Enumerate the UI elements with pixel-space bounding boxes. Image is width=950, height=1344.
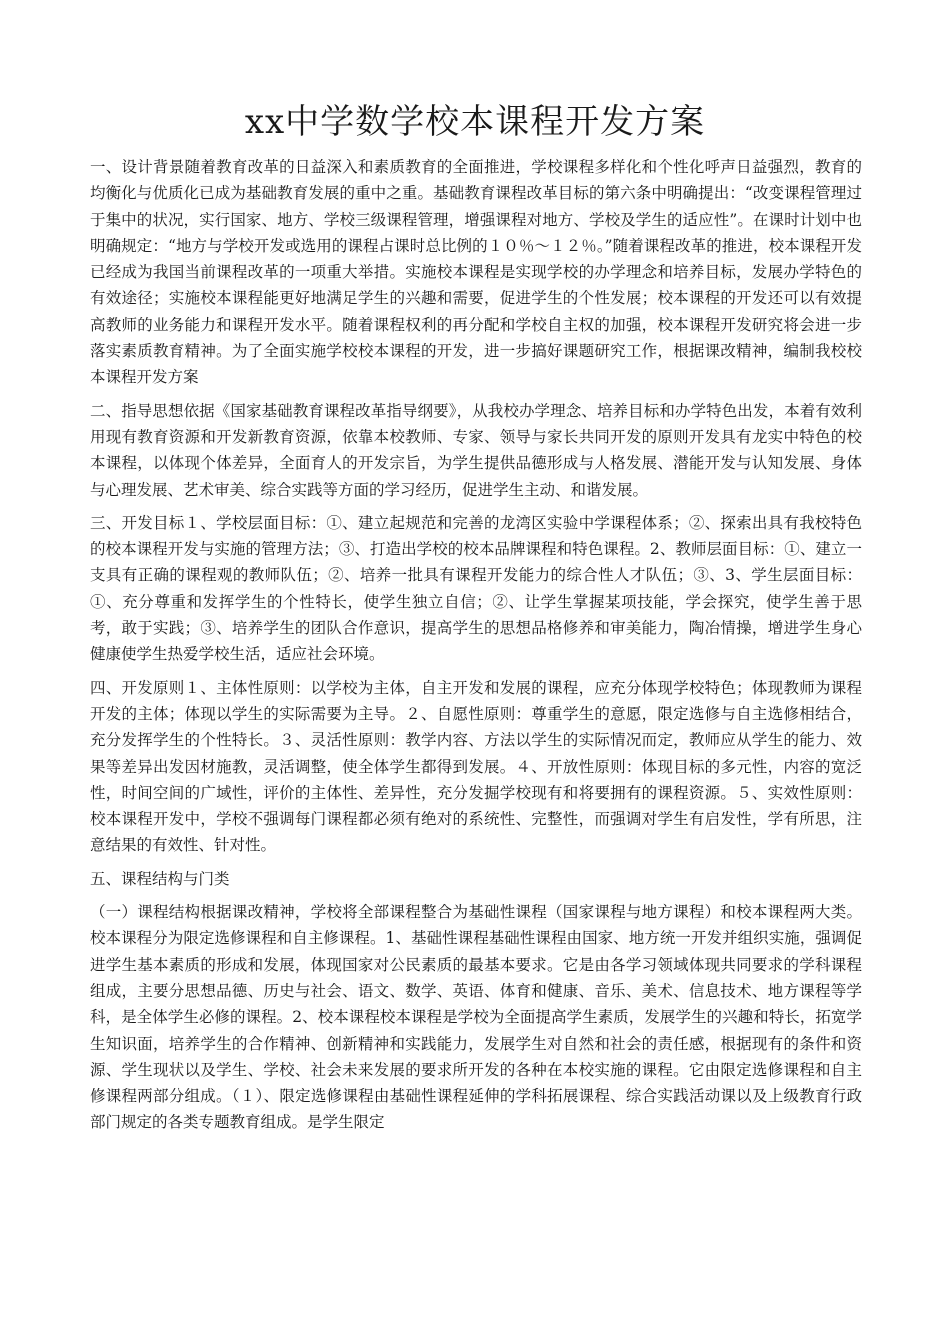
paragraph-development-principles: 四、开发原则１、主体性原则：以学校为主体，自主开发和发展的课程，应充分体现学校特色；体现教师为课程开发的主体；体现以学生的实际需要为主导。２、自愿性原则：尊重学生的意愿，限定选修与自主选修相结合，充分发挥学生的个性特长。３、灵活性原则：教学内容、方法以学生的实际情况而定，教师应从学生的能力、效果等差异出发因材施教，灵活调整，使全体学生都得到发展。４、开放性原则：体现目标的多元性，内容的宽泛性，时间空间的广域性，评价的主体性、差异性，充分发掘学校现有和将要拥有的课程资源。５、实效性原则：校本课程开发中，学校不强调每门课程都必须有绝对的系统性、完整性，而强调对学生有启发性，学有所思，注意结果的有效性、针对性。 bbox=[90, 678, 862, 855]
paragraph-course-structure: （一）课程结构根据课改精神，学校将全部课程整合为基础性课程（国家课程与地方课程）和校本课程两大类。校本课程分为限定选修课程和自主修课程。1、基础性课程基础性课程由国家、地方统一开发并组织实施，强调促进学生基本素质的形成和发展，体现国家对公民素质的最基本要求。它是由各学习领域体现共同要求的学科课程组成，主要分思想品德、历史与社会、语文、数学、英语、体育和健康、音乐、美术、信息技术、地方课程等学科，是全体学生必修的课程。2、校本课程校本课程是学校为全面提高学生素质，发展学生的兴趣和特长，拓宽学生知识面，培养学生的合作精神、创新精神和实践能力，发展学生对自然和社会的责任感，根据现有的条件和资源、学生现状以及学生、学校、社会未来发展的要求所开发的各种在本校实施的课程。它由限定选修课程和自主修课程两部分组成。（１）、限定选修课程由基础性课程延伸的学科拓展课程、综合实践活动课以及上级教育行政部门规定的各类专题教育组成。是学生限定 bbox=[90, 903, 862, 1132]
paragraph-development-goals: 三、开发目标１、学校层面目标：①、建立起规范和完善的龙湾区实验中学课程体系；②、探索出具有我校特色的校本课程开发与实施的管理方法；③、打造出学校的校本品牌课程和特色课程。2、教师层面目标：①、建立一支具有正确的课程观的教师队伍；②、培养一批具有课程开发能力的综合性人才队伍；③、3、学生层面目标：①、充分尊重和发挥学生的个性特长，使学生独立自信；②、让学生掌握某项技能，学会探究，使学生善于思考，敢于实践；③、培养学生的团队合作意识，提高学生的思想品格修养和审美能力，陶冶情操，增进学生身心健康使学生热爱学校生活，适应社会环境。 bbox=[90, 513, 862, 664]
document-body bbox=[90, 154, 862, 1143]
paragraph-design-background: 一、设计背景随着教育改革的日益深入和素质教育的全面推进，学校课程多样化和个性化呼声日益强烈，教育的均衡化与优质化已成为基础教育发展的重中之重。基础教育课程改革目标的第六条中明确提出：“改变课程管理过于集中的状况，实行国家、地方、学校三级课程管理，增强课程对地方、学校及学生的适应性”。在课时计划中也明确规定：“地方与学校开发或选用的课程占课时总比例的１０％～１２％。”随着课程改革的推进，校本课程开发已经成为我国当前课程改革的一项重大举措。实施校本课程是实现学校的办学理念和培养目标，发展办学特色的有效途径；实施校本课程能更好地满足学生的兴趣和需要，促进学生的个性发展；校本课程的开发还可以有效提高教师的业务能力和课程开发水平。随着课程权利的再分配和学校自主权的加强，校本课程开发研究将会进一步落实素质教育精神。为了全面实施学校校本课程的开发，进一步搞好课题研究工作，根据课改精神，编制我校校本课程开发方案 bbox=[90, 158, 862, 387]
paragraph-guiding-ideology: 二、指导思想依据《国家基础教育课程改革指导纲要》，从我校办学理念、培养目标和办学特色出发，本着有效利用现有教育资源和开发新教育资源，依靠本校教师、专家、领导与家长共同开发的原则开发具有龙实中特色的校本课程，以体现个体差异，全面育人的开发宗旨，为学生提供品德形成与人格发展、潜能开发与认知发展、身体与心理发展、艺术审美、综合实践等方面的学习经历，促进学生主动、和谐发展。 bbox=[90, 401, 862, 499]
section-heading-course-structure: 五、课程结构与门类 bbox=[90, 869, 230, 888]
document-title: xx中学数学校本课程开发方案 bbox=[244, 102, 706, 142]
